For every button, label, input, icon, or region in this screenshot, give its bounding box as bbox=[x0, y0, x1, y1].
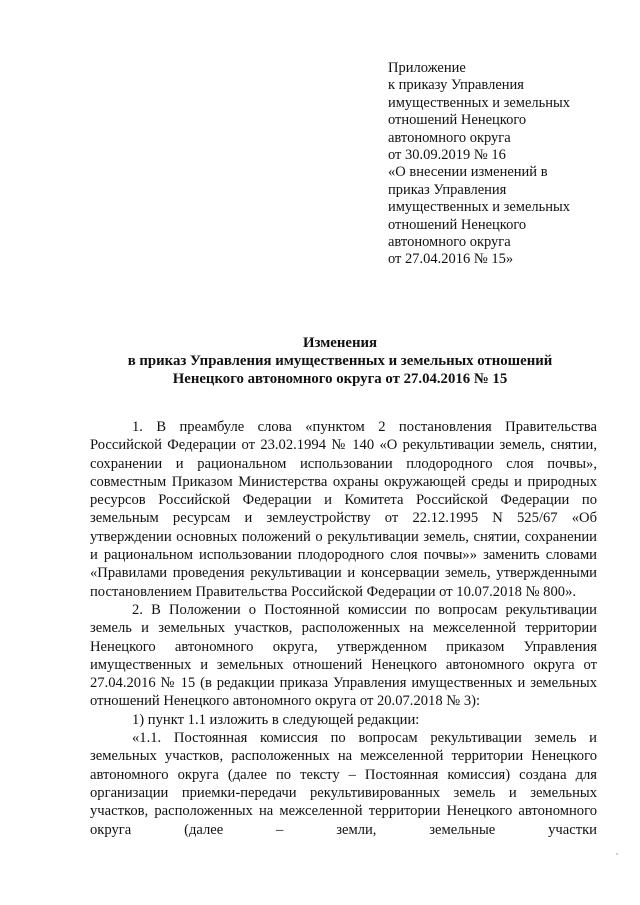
appendix-line: имущественных и земельных bbox=[388, 94, 571, 111]
paragraph-3: 1) пункт 1.1 изложить в следующей редакции: bbox=[132, 711, 420, 728]
appendix-line: от 27.04.2016 № 15» bbox=[388, 251, 514, 268]
heading-title: Изменения bbox=[302, 335, 378, 351]
appendix-line: отношений Ненецкого bbox=[388, 112, 527, 129]
appendix-line: к приказу Управления bbox=[388, 77, 524, 94]
document-body bbox=[90, 418, 597, 839]
appendix-line: приказ Управления bbox=[388, 181, 507, 198]
appendix-line: автономного округа bbox=[388, 129, 511, 146]
heading-line: в приказ Управления имущественных и земельных отношений bbox=[127, 353, 553, 369]
appendix-line: имущественных и земельных bbox=[388, 199, 571, 216]
appendix-line: «О внесении изменений в bbox=[388, 164, 548, 181]
scan-dot bbox=[616, 853, 618, 855]
paragraph-4: «1.1. Постоянная комиссия по вопросам рекультивации земель и земельных участков, расположенных на межселенной территории Ненецкого автономного округа (далее по тексту – Постоянная комиссия) создана для организации приемки-передачи рекультивированных земель и земельных участков, расположенных на межселенной территории Ненецкого автономного округа (далее – земли, земельные участки bbox=[90, 730, 597, 838]
appendix-line: от 30.09.2019 № 16 bbox=[388, 147, 506, 164]
heading-line: Ненецкого автономного округа от 27.04.2016 № 15 bbox=[172, 371, 508, 387]
appendix-line: автономного округа bbox=[388, 234, 511, 251]
document-heading bbox=[90, 334, 590, 388]
paragraph-2: 2. В Положении о Постоянной комиссии по вопросам рекультивации земель и земельных участков, расположенных на межселенной территории Ненецкого автономного округа, утвержденном приказом Управления имущественных и земельных отношений Ненецкого автономного округа от 27.04.2016 № 15 (в редакции приказа Управления имущественных и земельных отношений Ненецкого автономного округа от 20.07.2018 № 3): bbox=[90, 601, 597, 710]
appendix-block bbox=[388, 60, 628, 269]
paragraph-1: 1. В преамбуле слова «пунктом 2 постановления Правительства Российской Федерации от 23.02.1994 № 140 «О рекультивации земель, снятии, сохранении и рациональном использовании плодородного слоя почвы», совместным Приказом Министерства охраны окружающей среды и природных ресурсов Российской Федерации и Комитета Российской Федерации по земельным ресурсам и землеустройству от 22.12.1995 N 525/67 «Об утверждении основных положений о рекультивации земель, снятии, сохранении и рациональном использовании плодородного слоя почвы»» заменить словами «Правилами проведения рекультивации и консервации земель, утвержденными постановлением Правительства Российской Федерации от 10.07.2018 № 800». bbox=[90, 419, 597, 600]
appendix-line: Приложение bbox=[388, 60, 466, 76]
appendix-line: отношений Ненецкого bbox=[388, 216, 527, 233]
